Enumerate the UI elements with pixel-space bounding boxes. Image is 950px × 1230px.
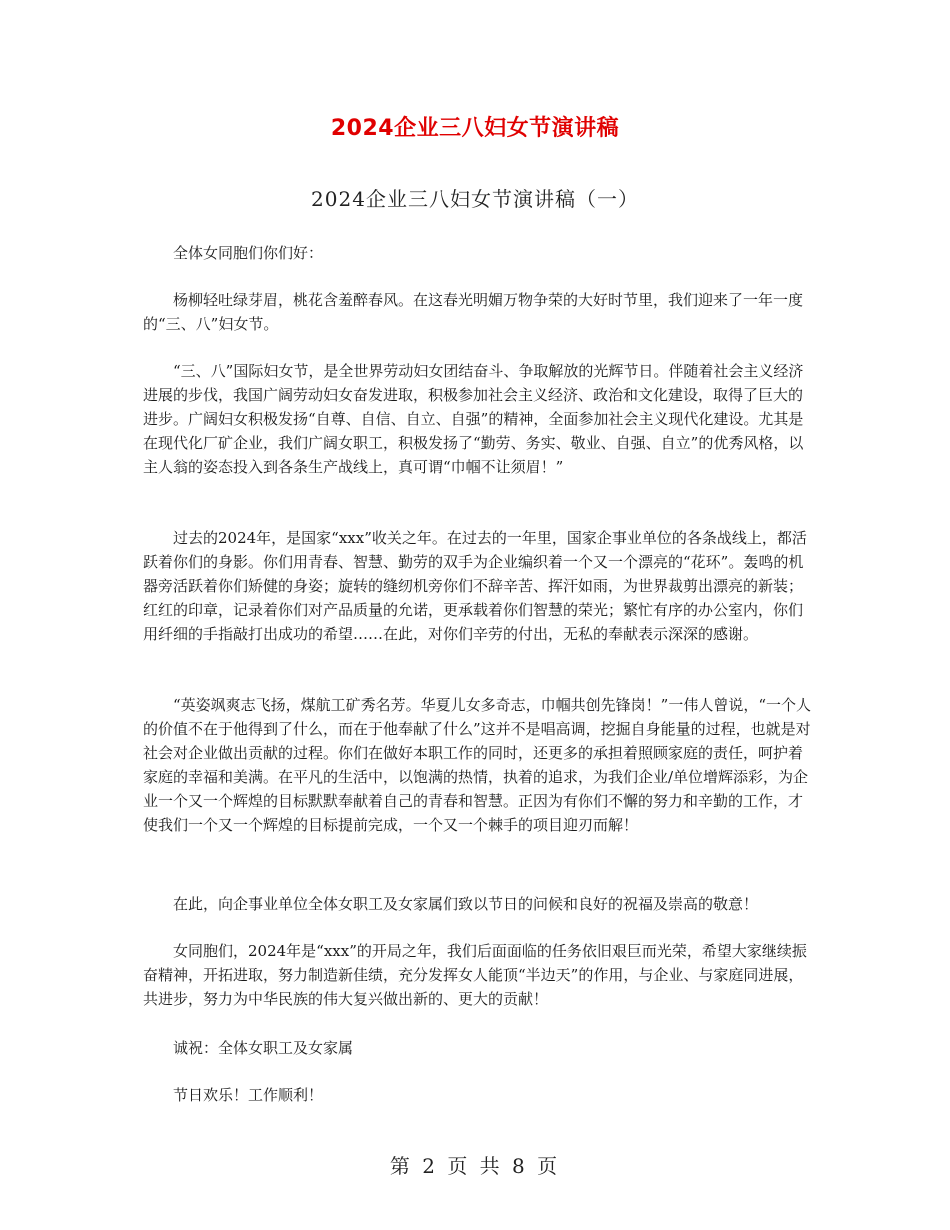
document-title: 2024企业三八妇女节演讲稿 (330, 116, 620, 141)
paragraph: 女同胞们，2024年是“xxx”的开局之年，我们后面面临的任务依旧艰巨而光荣，希望大家继续振奋精神，开拓进取，努力制造新佳绩，充分发挥女人能顶“半边天”的作用，与企业、与家庭同进展，共进步，努力为中华民族的伟大复兴做出新的、更大的贡献！ (143, 942, 807, 1008)
paragraph-block-6 (143, 939, 815, 1011)
paragraph: “英姿飒爽志飞扬，煤航工矿秀名芳。华夏儿女多奇志，巾帼共创先锋岗！”一伟人曾说，“一个人的价值不在于他得到了什么，而在于他奉献了什么”这并不是唱高调，挖掘自身能量的过程，也就是对社会对企业做出贡献的过程。你们在做好本职工作的同时，还更多的承担着照顾家庭的责任，呵护着家庭的幸福和美满。在平凡的生活中，以饱满的热情，执着的追求，为我们企业/单位增辉添彩，为企业一个又一个辉煌的目标默默奉献着自己的青春和智慧。正因为有你们不懈的努力和辛勤的工作，才使我们一个又一个辉煌的目标提前完成，一个又一个棘手的项目迎刃而解！ (143, 696, 812, 834)
paragraph-block-1 (143, 288, 815, 336)
closing-block-2 (143, 1083, 815, 1107)
paragraph-block-3 (143, 526, 815, 646)
closing-block-1 (143, 1036, 815, 1060)
document-subtitle: 2024企业三八妇女节演讲稿（一） (311, 187, 639, 211)
closing-line: 节日欢乐！工作顺利！ (173, 1086, 324, 1104)
closing-line: 诚祝：全体女职工及女家属 (173, 1039, 354, 1057)
paragraph-block-5 (143, 892, 815, 916)
greeting-block (143, 241, 815, 265)
paragraph-block-4 (143, 693, 815, 837)
page-number: 第 2 页 共 8 页 (389, 1154, 561, 1178)
paragraph: 过去的2024年，是国家“xxx”收关之年。在过去的一年里，国家企事业单位的各条战线上，都活跃着你们的身影。你们用青春、智慧、勤劳的双手为企业编织着一个又一个漂亮的“花环”。轰鸣的机器旁活跃着你们矫健的身姿；旋转的缝纫机旁你们不辞辛苦、挥汗如雨，为世界裁剪出漂亮的新装；红红的印章，记录着你们对产品质量的允诺，更承载着你们智慧的荣光；繁忙有序的办公室内，你们用纤细的手指敲打出成功的希望……在此，对你们辛劳的付出，无私的奉献表示深深的感谢。 (143, 529, 807, 643)
greeting: 全体女同胞们你们好： (173, 244, 324, 262)
paragraph: 在此，向企事业单位全体女职工及女家属们致以节日的问候和良好的祝福及崇高的敬意！ (173, 895, 759, 913)
paragraph: “三、八”国际妇女节，是全世界劳动妇女团结奋斗、争取解放的光辉节日。伴随着社会主义经济进展的步伐，我国广阔劳动妇女奋发进取，积极参加社会主义经济、政治和文化建设，取得了巨大的进步。广阔妇女积极发扬“自尊、自信、自立、自强”的精神，全面参加社会主义现代化建设。尤其是在现代化厂矿企业，我们广阔女职工，积极发扬了“勤劳、务实、敬业、自强、自立”的优秀风格，以主人翁的姿态投入到各条生产战线上，真可谓“巾帼不让须眉！” (143, 362, 804, 476)
paragraph: 杨柳轻吐绿芽眉，桃花含羞醉春风。在这春光明媚万物争荣的大好时节里，我们迎来了一年一度的“三、八”妇女节。 (143, 291, 804, 333)
paragraph-block-2 (143, 359, 815, 479)
